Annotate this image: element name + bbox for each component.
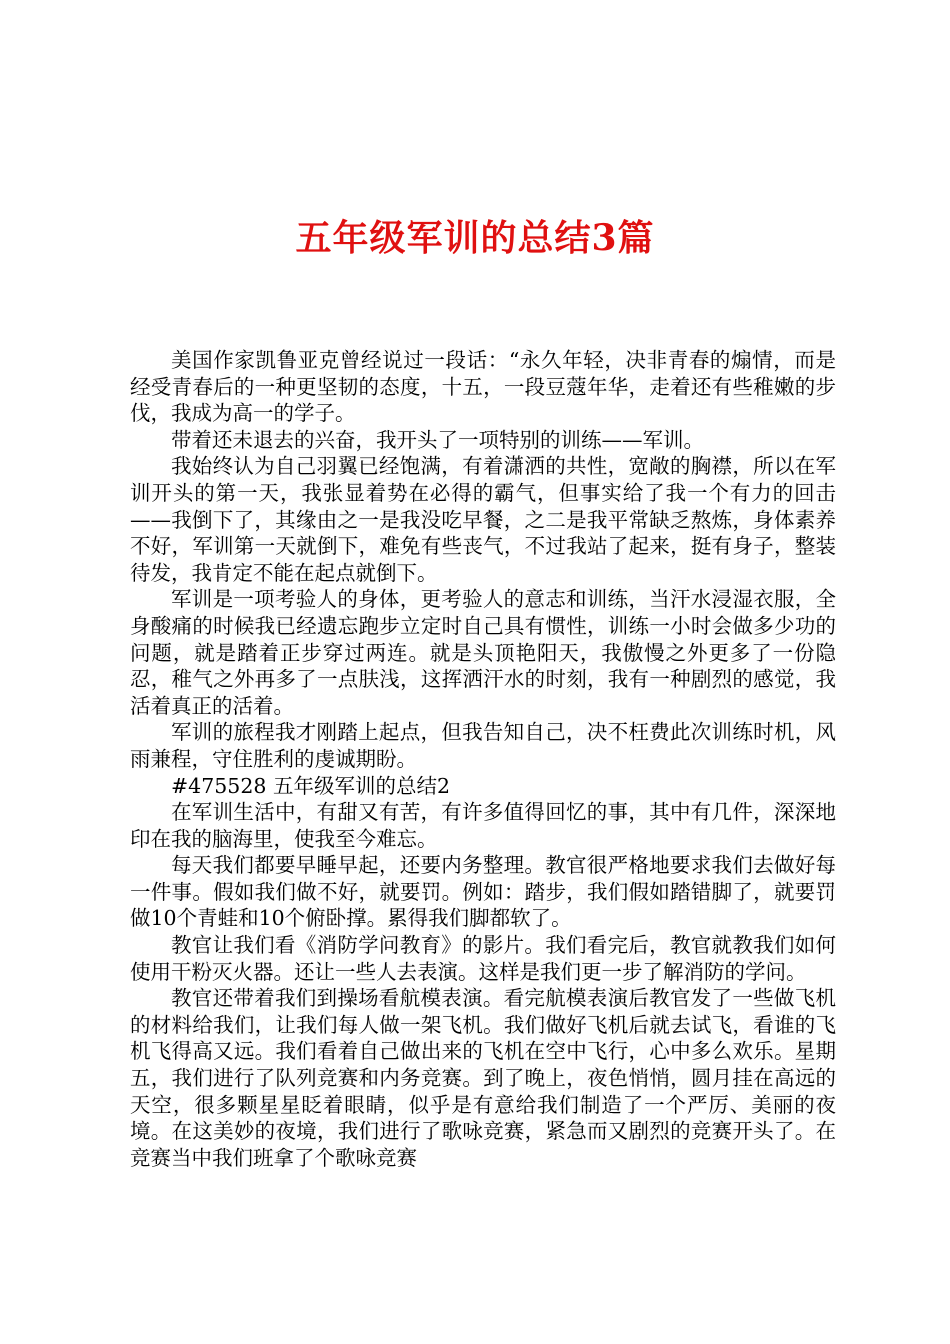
paragraph: 教官还带着我们到操场看航模表演。看完航模表演后教官发了一些做飞机的材料给我们，让我们每人做一架飞机。我们做好飞机后就去试飞，看谁的飞机飞得高又远。我们看着自己做出来的飞机在空中飞行，心中多么欢乐。星期五，我们进行了队列竞赛和内务竞赛。到了晚上，夜色悄悄，圆月挂在高远的天空，很多颗星星眨着眼睛，似乎是有意给我们制造了一个严厉、美丽的夜境。在这美妙的夜境，我们进行了歌咏竞赛，紧急而又剧烈的竞赛开头了。在竞赛当中我们班拿了个歌咏竞赛: [130, 986, 836, 1170]
paragraph: 带着还未退去的兴奋，我开头了一项特别的训练——军训。: [171, 427, 704, 452]
paragraph: 在军训生活中，有甜又有苦，有许多值得回忆的事，其中有几件，深深地印在我的脑海里，使我至今难忘。: [130, 800, 836, 851]
section-heading: #475528 五年级军训的总结2: [171, 773, 450, 798]
paragraph: 我始终认为自己羽翼已经饱满，有着潇洒的共性，宽敞的胸襟，所以在军训开头的第一天，我张显着势在必得的霸气，但事实给了我一个有力的回击——我倒下了，其缘由之一是我没吃早餐，之二是我平常缺乏熬炼，身体素养不好，军训第一天就倒下，难免有些丧气，不过我站了起来，挺有身子，整装待发，我肯定不能在起点就倒下。: [130, 454, 836, 585]
paragraph: 美国作家凯鲁亚克曾经说过一段话：“永久年轻，决非青春的煽情，而是经受青春后的一种更坚韧的态度，十五，一段豆蔻年华，走着还有些稚嫩的步伐，我成为高一的学子。: [130, 348, 836, 426]
paragraph: 军训的旅程我才刚踏上起点，但我告知自己，决不枉费此次训练时机，风雨兼程，守住胜利的虔诚期盼。: [130, 720, 836, 771]
document-title: 五年级军训的总结3篇: [295, 217, 655, 259]
paragraph: 教官让我们看《消防学问教育》的影片。我们看完后，教官就教我们如何使用干粉灭火器。还让一些人去表演。这样是我们更一步了解消防的学问。: [130, 933, 836, 984]
document-body: [130, 347, 836, 1171]
paragraph: 每天我们都要早睡早起，还要内务整理。教官很严格地要求我们去做好每一件事。假如我们做不好，就要罚。例如：踏步，我们假如踏错脚了，就要罚做10个青蛙和10个俯卧撑。累得我们脚都软了。: [130, 853, 836, 931]
paragraph: 军训是一项考验人的身体，更考验人的意志和训练，当汗水浸湿衣服，全身酸痛的时候我已经遗忘跑步立定时自己具有惯性，训练一小时会做多少功的问题，就是踏着正步穿过两连。就是头顶艳阳天，我傲慢之外更多了一份隐忍，稚气之外再多了一点肤浅，这挥洒汗水的时刻，我有一种剧烈的感觉，我活着真正的活着。: [130, 587, 836, 718]
